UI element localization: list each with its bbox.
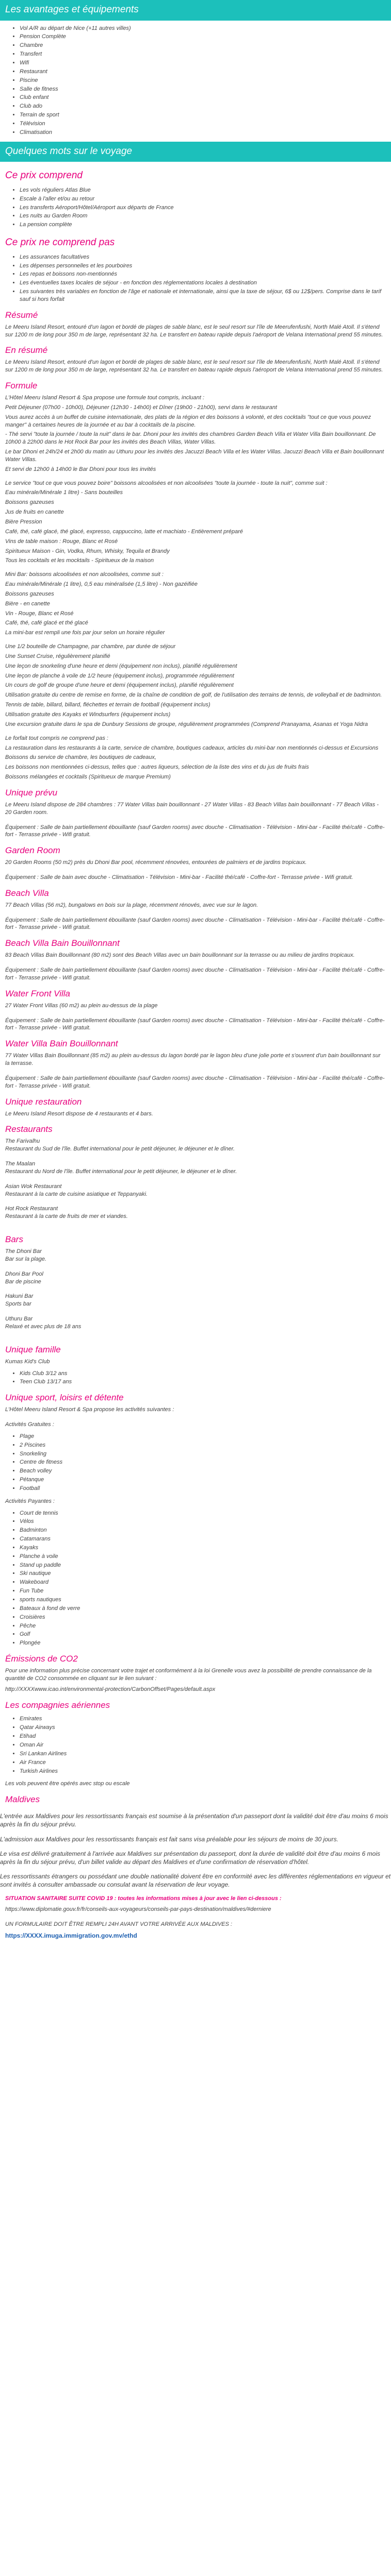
bar-name: Uthuru Bar — [5, 1316, 33, 1323]
sports-free-label: Activités Gratuites : — [5, 1421, 54, 1428]
formula-excluded-line: Boissons du service de chambre, les boutiques de cadeaux, — [5, 754, 156, 761]
formula-drink-line: Le service "tout ce que vous pouvez boire" boissons alcoolisées et non alcoolisées "toute la journée - toute la nuit", comme suit : — [5, 480, 328, 486]
restaurant-name: Asian Wok Restaurant — [5, 1183, 62, 1190]
formula-activity-line: Une 1/2 bouteille de Champagne, par chambre, par durée de séjour — [5, 643, 176, 650]
rooms-text: Le Meeru Island dispose de 284 chambres : 77 Water Villas bain bouillonnant - 27 Water Villas - 83 Beach Villas bain bouillonnant - 77 Beach Villas - 20 Garden room. — [5, 801, 379, 816]
paid-activity-item: • Ski nautique — [20, 1570, 391, 1578]
free-activities-list — [0, 1433, 391, 1493]
beachjac-title: Beach Villa Bain Bouillonnant — [5, 938, 120, 948]
advantage-item: • Transfert — [20, 50, 391, 58]
advantage-item: • Chambre — [20, 42, 391, 49]
family-title: Unique famille — [5, 1344, 61, 1354]
formula-drink-line: Jus de fruits en canette — [5, 509, 64, 516]
advantage-item: • Pension Complète — [20, 33, 391, 41]
bar-name: Dhoni Bar Pool — [5, 1270, 43, 1277]
airline-item: • Emirates — [20, 1715, 391, 1723]
rooms-title: Unique prévu — [5, 787, 58, 798]
advantage-item: • Club enfant — [20, 94, 391, 101]
restaurant-name: The Farivalhu — [5, 1138, 40, 1145]
free-activity-item: • Centre de fitness — [20, 1459, 391, 1466]
formula-drink-line: Boissons gazeuses — [5, 499, 54, 506]
restaurant-desc: Restaurant à la carte de cuisine asiatique et Teppanyaki. — [5, 1191, 148, 1197]
included-item: • Les vols réguliers Atlas Blue — [20, 187, 391, 194]
garden-text: 20 Garden Rooms (50 m2) près du Dhoni Bar pool, récemment rénovées, entourées de palmiers et de jardins tropicaux. — [5, 859, 307, 866]
formula-minibar-line: Bière - en canette — [5, 600, 50, 607]
paid-activity-item: • Stand up paddle — [20, 1562, 391, 1569]
formula-minibar-line: Vin - Rouge, Blanc et Rosé — [5, 610, 74, 617]
included-title: Ce prix comprend — [5, 170, 83, 181]
bar-desc: Bar de piscine — [5, 1278, 41, 1285]
resume-title: Résumé — [5, 310, 38, 320]
sports-paid-label: Activités Payantes : — [5, 1498, 55, 1504]
airline-item: • Air France — [20, 1759, 391, 1767]
advantage-item: • Télévision — [20, 120, 391, 128]
formula-drink-line: Tous les cocktails et les mocktails - Spiritueux de la maison — [5, 557, 154, 564]
bars-title: Bars — [5, 1234, 23, 1245]
paid-activity-item: • Bateaux à fond de verre — [20, 1605, 391, 1613]
formula-block — [0, 394, 391, 473]
about-banner — [0, 142, 391, 162]
formula-minibar-line: La mini-bar est rempli une fois par jour selon un horaire régulier — [5, 630, 165, 636]
formula-activity-line: Une leçon de snorkeling d'une heure et demi (équipement non inclus), planifié régulièrement — [5, 663, 237, 669]
included-item: • Les transferts Aéroport/Hôtel/Aéroport aux départs de France — [20, 204, 391, 212]
paid-activity-item: • sports nautiques — [20, 1596, 391, 1604]
included-item: • Les nuits au Garden Room — [20, 212, 391, 220]
paid-activity-item: • Kayaks — [20, 1544, 391, 1552]
formula-activities — [0, 643, 391, 728]
excluded-list — [0, 253, 391, 303]
restaurant-name: The Maalan — [5, 1160, 36, 1167]
covid-alert-text: toutes les informations mises à jour avec le lien ci-dessous : — [116, 1895, 282, 1902]
sports-intro: L'Hôtel Meeru Island Resort & Spa propose les activités suivantes : — [5, 1406, 174, 1413]
advantage-item: • Climatisation — [20, 129, 391, 137]
maldives-line: Le visa est délivré gratuitement à l'arrivée aux Maldives sur présentation du passeport, dont la durée de validité doit être d'au moins 6 mois après la fin du séjour prévu, d'un billet valide au départ des Maldives et d'une confirmation de réservation d'hôtel. — [0, 1850, 380, 1866]
restaurant-desc: Restaurant du Sud de l'île. Buffet international pour le petit déjeuner, le déjeuner et le dîner. — [5, 1146, 235, 1153]
advantage-item: • Restaurant — [20, 68, 391, 76]
included-item: • La pension complète — [20, 221, 391, 229]
en-resume-title: En résumé — [5, 345, 48, 355]
formula-excluded — [0, 735, 391, 781]
free-activity-item: • Plage — [20, 1433, 391, 1440]
restaurants-title: Restaurants — [5, 1124, 53, 1134]
excluded-item: • Les suivantes très variables en fonction de l'âge et nationale et internationale, ainsi que la taxe de séjour, 6$ ou 12$/pers. Comprise dans le tarif sauf si hors forfait — [20, 288, 391, 303]
waterjac-text: 77 Water Villas Bain Bouillonnant (85 m2) au plein au-dessus du lagon bordé par le lagon bleu d'une jolie porte et s'ouvrent d'un bain bouillonnant sur la terrasse. — [5, 1053, 381, 1067]
restaurants-list — [0, 1138, 391, 1228]
airline-item: • Etihad — [20, 1733, 391, 1740]
advantage-item: • Terrain de sport — [20, 111, 391, 119]
formula-excluded-line: La restauration dans les restaurants à la carte, service de chambre, boutiques cadeaux, articles du mini-bar non mentionnés ci-dessus et Excursions — [5, 744, 379, 751]
bar-desc: Sports bar — [5, 1301, 31, 1308]
formula-activity-line: Utilisation gratuite des Kayaks et Windsurfers (équipement inclus) — [5, 711, 171, 718]
airline-item: • Oman Air — [20, 1741, 391, 1749]
restaurant-desc: Restaurant du Nord de l'île. Buffet international pour le petit déjeuner, le déjeuner et le dîner. — [5, 1168, 237, 1175]
free-activity-item: • Football — [20, 1485, 391, 1493]
formula-line: - Thé servi "toute la journée / toute la nuit" dans le bar. Dhoni pour les invités des chambres Garden Beach Villa et Water Villa Bain bouillonnant. De 10h00 à 22h00 dans le Hot Rock Bar pour les invités des Beach Villas, Water Villas. — [5, 431, 376, 446]
airlines-list — [0, 1715, 391, 1775]
garden-equip: Équipement : Salle de bain avec douche - Climatisation - Télévision - Mini-bar - Facilité thé/café - Coffre-fort - Terrasse privée - Wifi gratuit. — [5, 874, 353, 880]
formula-drink-line: Bière Pression — [5, 518, 42, 525]
maldives-line: Les ressortissants étrangers ou possédant une double nationalité doivent être en conformité avec les différentes réglementations en vigueur et sont invités à consulter ambassade ou consulat avant la réservation de leur voyage. — [0, 1873, 391, 1889]
formula-line: Et servi de 12h00 à 14h00 le Bar Dhoni pour tous les invités — [5, 466, 156, 472]
beach-equip: Équipement : Salle de bain partiellement ébouillante (sauf Garden rooms) avec douche - Climatisation - Télévision - Mini-bar - Facilité thé/café - Coffre-fort - Terrasse privée - Wifi gratuit. — [5, 917, 385, 931]
rooms-equip: Équipement : Salle de bain partiellement ébouillante (sauf Garden rooms) avec douche - Climatisation - Télévision - Mini-bar - Facilité thé/café - Coffre-fort - Terrasse privée - Wifi gratuit. — [5, 824, 385, 838]
paid-activity-item: • Planche à voile — [20, 1553, 391, 1561]
restaurants-unique-text: Le Meeru Island Resort dispose de 4 restaurants et 4 bars. — [5, 1110, 153, 1117]
paid-activity-item: • Wakeboard — [20, 1579, 391, 1586]
water-equip: Équipement : Salle de bain partiellement ébouillante (sauf Garden rooms) avec douche - Climatisation - Télévision - Mini-bar - Facilité thé/café - Coffre-fort - Terrasse privée - Wifi gratuit. — [5, 1017, 385, 1031]
formula-excluded-line: Boissons mélangées et cocktails (Spiritueux de marque Premium) — [5, 774, 171, 781]
formula-drink-line: Eau minérale/Minérale 1 litre) - Sans bouteilles — [5, 489, 123, 496]
bar-name: The Dhoni Bar — [5, 1248, 42, 1255]
form-caps: UN FORMULAIRE DOIT ÊTRE REMPLI 24H AVANT VOTRE ARRIVÉE AUX MALDIVES : — [5, 1921, 233, 1928]
about-title: Quelques mots sur le voyage — [5, 145, 133, 157]
paid-activity-item: • Vélos — [20, 1518, 391, 1526]
paid-activity-item: • Catamarans — [20, 1535, 391, 1543]
excluded-title: Ce prix ne comprend pas — [5, 237, 115, 248]
beach-text: 77 Beach Villas (56 m2), bungalows en bois sur la plage, récemment rénovés, avec vue sur le lagon. — [5, 902, 258, 908]
covid-alert-label: SITUATION SANITAIRE SUITE COVID 19 : — [5, 1895, 117, 1902]
advantage-item: • Salle de fitness — [20, 86, 391, 93]
formula-line: Vous aurez accès à un buffet de cuisine internationale, des plats de la région et des boissons à volonté, et des cocktails "tout ce que vous pouvez manger" à certaines heures de la journée et au bar à cocktails de la piscine. — [5, 414, 371, 428]
formula-excluded-line: Les boissons non mentionnées ci-dessus, telles que : autres liqueurs, sélection de la liste des vins et du jus de fruits frais — [5, 764, 309, 771]
airline-item: • Turkish Airlines — [20, 1768, 391, 1775]
family-item: • Teen Club 13/17 ans — [20, 1378, 391, 1386]
airline-item: • Qatar Airways — [20, 1724, 391, 1732]
airlines-note: Les vols peuvent être opérés avec stop ou escale — [5, 1781, 130, 1787]
paid-activity-item: • Badminton — [20, 1527, 391, 1534]
beachjac-text: 83 Beach Villas Bain Bouillonnant (80 m2) sont des Beach Villas avec un bain bouillonnant sur la terrasse ou au milieu de jardins tropicaux. — [5, 952, 355, 959]
co2-text: Pour une information plus précise concernant votre trajet et conformément à la loi Grenelle vous avez la possibilité de prendre connaissance de la quantité de CO2 consommée en cliquant sur le lien suivant : — [5, 1668, 372, 1682]
free-activity-item: • Pétanque — [20, 1476, 391, 1484]
paid-activity-item: • Golf — [20, 1631, 391, 1638]
airline-item: • Sri Lankan Airlines — [20, 1750, 391, 1758]
formula-minibar-line: Café, thé, café glacé et thé glacé — [5, 620, 88, 626]
excluded-item: • Les éventuelles taxes locales de séjour - en fonction des réglementations locales à destination — [20, 279, 391, 287]
bars-list — [0, 1248, 391, 1338]
free-activity-item: • Beach volley — [20, 1467, 391, 1475]
paid-activity-item: • Fun Tube — [20, 1587, 391, 1595]
maldives-line: L'entrée aux Maldives pour les ressortissants français est soumise à la présentation d'un passeport dont la validité doit être d'au moins 6 mois après la fin du séjour prévu. — [0, 1812, 388, 1828]
family-item: • Kids Club 3/12 ans — [20, 1370, 391, 1378]
formula-drink-line: Spiritueux Maison - Gin, Vodka, Rhum, Whisky, Tequila et Brandy — [5, 548, 170, 554]
advantage-item: • Club ado — [20, 103, 391, 110]
restaurants-unique-title: Unique restauration — [5, 1096, 82, 1107]
co2-title: Émissions de CO2 — [5, 1654, 78, 1664]
resume-text: Le Meeru Island Resort, entouré d'un lagon et bordé de plages de sable blanc, est le seul resort sur l'île de Meerufenfushi, North Malé Atoll. Il s'étend sur 1200 m de long pour 350 m de large, représentant 32 ha. Le transfert en bateau rapide depuis l'aéroport de Velana International prend 55 minutes. — [5, 324, 383, 338]
waterjac-equip: Équipement : Salle de bain partiellement ébouillante (sauf Garden rooms) avec douche - Climatisation - Télévision - Mini-bar - Facilité thé/café - Coffre-fort - Terrasse privée - Wifi gratuit. — [5, 1075, 385, 1089]
co2-link[interactable]: http://XXXXwww.icao.int/environmental-protection/CarbonOffset/Pages/default.aspx — [5, 1686, 216, 1692]
maldives-title: Maldives — [5, 1794, 40, 1805]
family-intro: Kumas Kid's Club — [5, 1358, 50, 1365]
advantage-item: • Wifi — [20, 59, 391, 67]
formula-line: Petit Déjeuner (07h00 - 10h00), Déjeuner (12h30 - 14h00) et Dîner (19h00 - 21h00), servi dans le restaurant — [5, 404, 278, 411]
maldives-line: L'admission aux Maldives pour les ressortissants français est fait sans visa préalable pour les séjours de moins de 30 jours. — [0, 1835, 338, 1843]
paid-activity-item: • Pêche — [20, 1622, 391, 1630]
formula-activity-line: Une leçon de planche à voile de 1/2 heure (équipement inclus), programmée régulièrement — [5, 672, 234, 679]
formula-minibar — [0, 571, 391, 637]
covid-link[interactable]: https://www.diplomatie.gouv.fr/fr/conseils-aux-voyageurs/conseils-par-pays-destination/maldives/#derniere — [5, 1906, 271, 1913]
water-text: 27 Water Front Villas (60 m2) au plein au-dessus de la plage — [5, 1002, 158, 1009]
formula-activity-line: Tennis de table, billard, billard, fléchettes et terrain de football (équipement inclus) — [5, 702, 210, 708]
free-activity-item: • Snorkeling — [20, 1450, 391, 1458]
paid-activity-item: • Court de tennis — [20, 1510, 391, 1517]
family-list — [0, 1370, 391, 1386]
formula-title: Formule — [5, 381, 38, 391]
formula-excluded-line: Le forfait tout compris ne comprend pas : — [5, 735, 108, 741]
beachjac-equip: Équipement : Salle de bain partiellement ébouillante (sauf Garden rooms) avec douche - Climatisation - Télévision - Mini-bar - Facilité thé/café - Coffre-fort - Terrasse privée - Wifi gratuit. — [5, 967, 385, 981]
formula-activity-line: Utilisation gratuite du centre de remise en forme, de la chaîne de condition de golf, de l'utilisation des terrains de tennis, de volleyball et de badminton. — [5, 692, 382, 699]
en-resume-text: Le Meeru Island Resort, entouré d'un lagon et bordé de plages de sable blanc, est le seul resort sur l'île de Meerufenfushi, North Malé Atoll. Il s'étend sur 1200 m de long pour 350 m de large, représentant 32 ha. Le transfert en bateau rapide depuis l'aéroport de Velana International prend 55 minutes. — [5, 359, 383, 374]
sports-title: Unique sport, loisirs et détente — [5, 1393, 124, 1403]
paid-activity-item: • Plongée — [20, 1639, 391, 1647]
advantages-title: Les avantages et équipements — [5, 4, 139, 15]
advantage-item: • Piscine — [20, 77, 391, 84]
excluded-item: • Les dépenses personnelles et les pourboires — [20, 262, 391, 270]
paid-activity-item: • Croisières — [20, 1614, 391, 1621]
free-activity-item: • 2 Piscines — [20, 1442, 391, 1449]
bar-desc: Relaxé et avec plus de 18 ans — [5, 1323, 82, 1330]
waterjac-title: Water Villa Bain Bouillonnant — [5, 1039, 118, 1049]
form-link[interactable]: https://XXXX.imuga.immigration.gov.mv/ethd — [5, 1932, 137, 1939]
covid-alert — [5, 1895, 386, 1903]
formula-activity-line: Une Sunset Cruise, régulièrement planifié — [5, 653, 110, 659]
excluded-item: • Les assurances facultatives — [20, 253, 391, 261]
formula-activity-line: Un cours de golf de groupe d'une heure et demi (équipement inclus), planifié régulièrement — [5, 682, 234, 689]
bar-name: Hakuni Bar — [5, 1293, 34, 1300]
advantages-list — [0, 25, 391, 137]
bar-desc: Bar sur la plage. — [5, 1256, 47, 1262]
advantages-banner — [0, 0, 391, 21]
formula-line: Le bar Dhoni et 24h/24 et 2h00 du matin au Uthuru pour les invités des Jacuzzi Beach Villa et les Water Villas. Jacuzzi Beach Villa et Bain bouillonnant Water Villas. — [5, 449, 384, 463]
excluded-item: • Les repas et boissons non-mentionnés — [20, 270, 391, 278]
formula-activity-line: Une excursion gratuite dans le spa de Dunbury Sessions de groupe, régulièrement programmées (Comprend Pranayama, Asanas et Yoga Nidra — [5, 721, 368, 727]
maldives-block — [0, 1812, 391, 1889]
restaurant-desc: Restaurant à la carte de fruits de mer et viandes. — [5, 1213, 128, 1220]
included-list — [0, 187, 391, 229]
formula-minibar-line: Mini Bar: boissons alcoolisées et non alcoolisées, comme suit : — [5, 571, 164, 578]
formula-minibar-line: Eau minérale/Minérale (1 litre), 0,5 eau minéralisée (1,5 litre) - Non gazéifiée — [5, 581, 198, 588]
formula-minibar-line: Boissons gazeuses — [5, 590, 54, 597]
formula-drink-line: Café, thé, café glacé, thé glacé, expresso, cappuccino, latte et machiato - Entièrement préparé — [5, 528, 243, 535]
included-item: • Escale à l'aller et/ou au retour — [20, 195, 391, 203]
beach-title: Beach Villa — [5, 888, 49, 898]
formula-drinks — [0, 480, 391, 565]
formula-line: L'Hôtel Meeru Island Resort & Spa propose une formule tout compris, incluant : — [5, 395, 205, 401]
airlines-title: Les compagnies aériennes — [5, 1700, 110, 1710]
restaurant-name: Hot Rock Restaurant — [5, 1206, 58, 1212]
garden-title: Garden Room — [5, 845, 60, 856]
water-title: Water Front Villa — [5, 988, 70, 998]
paid-activities-list — [0, 1510, 391, 1648]
advantage-item: • Vol A/R au départ de Nice (+11 autres villes) — [20, 25, 391, 32]
formula-drink-line: Vins de table maison : Rouge, Blanc et Rosé — [5, 538, 118, 545]
